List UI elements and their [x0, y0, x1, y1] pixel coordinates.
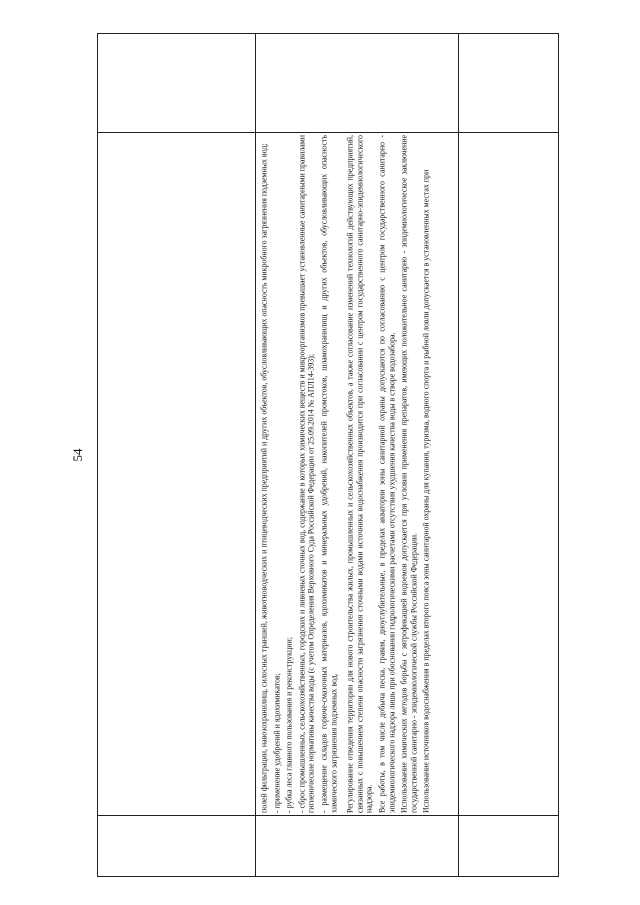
text-paragraph: Использование химических методов борьбы с эвтрофикацией водоемов допускается при условии применения препаратов, имеющих положительное санитарно - эпидемиологическое заключение государственной санитарно - эпидемиологической службы Российской Федерации. [399, 134, 418, 813]
regulations-text-cell [259, 135, 454, 813]
table-column-divider [255, 33, 256, 877]
table-row-divider [97, 815, 559, 816]
text-paragraph: Регулирование отведения территории для нового строительства жилых, промышленных и сельскохозяйственных объектов, а также согласование изменений технологий действующих предприятий, связанных с повышением степени опасности загрязнения сточными водами источника водоснабжения производится при согласовании с центром государственного санитарно-эпидемиологического надзора. [345, 134, 374, 813]
text-paragraph: полей фильтрации, навозохранилищ, силосных траншей, животноводческих и птицеводческих предприятий и других объектов, обусловливающих опасность микробного загрязнения подземных вод; [259, 142, 268, 813]
table-column-divider [458, 33, 459, 877]
page-number: 54 [70, 448, 85, 462]
text-paragraph: - применение удобрений и ядохимикатов; [271, 672, 281, 813]
text-paragraph: - рубка леса главного пользования и реконструкции; [284, 636, 294, 813]
text-paragraph: - размещение складов горюче-смазочных материалов, ядохимикатов и минеральных удобрений, накопителей промстоков, шламохранилищ и других объектов, обусловливающих опасность химического загрязнения подземных вод. [318, 134, 338, 813]
table-row-divider [97, 132, 559, 133]
text-paragraph: - сброс промышленных, сельскохозяйственных, городских и ливневых сточных вод, содержание в которых химических веществ и микроорганизмов превышает установленные санитарными правилами гигиенические нормативы качества воды (с учетом Определения Верховного Суда Российской Федерации от 25.09.2014 № АПЛ14-393); [296, 134, 316, 813]
text-paragraph: Использование источников водоснабжения в пределах второго пояса зоны санитарной охраны для купания, туризма, водного спорта и рыбной ловли допускается в установленных местах при [421, 169, 431, 813]
text-paragraph: Все работы, в том числе добыча песка, гравия, дноуглубительные, в пределах акватории зоны санитарной охраны допускаются по согласованию с центром государственного санитарно - эпидемиологического надзора лишь при обосновании гидрологическими расчетами отсутствия ухудшения качества воды в створе водозабора. [376, 134, 396, 813]
